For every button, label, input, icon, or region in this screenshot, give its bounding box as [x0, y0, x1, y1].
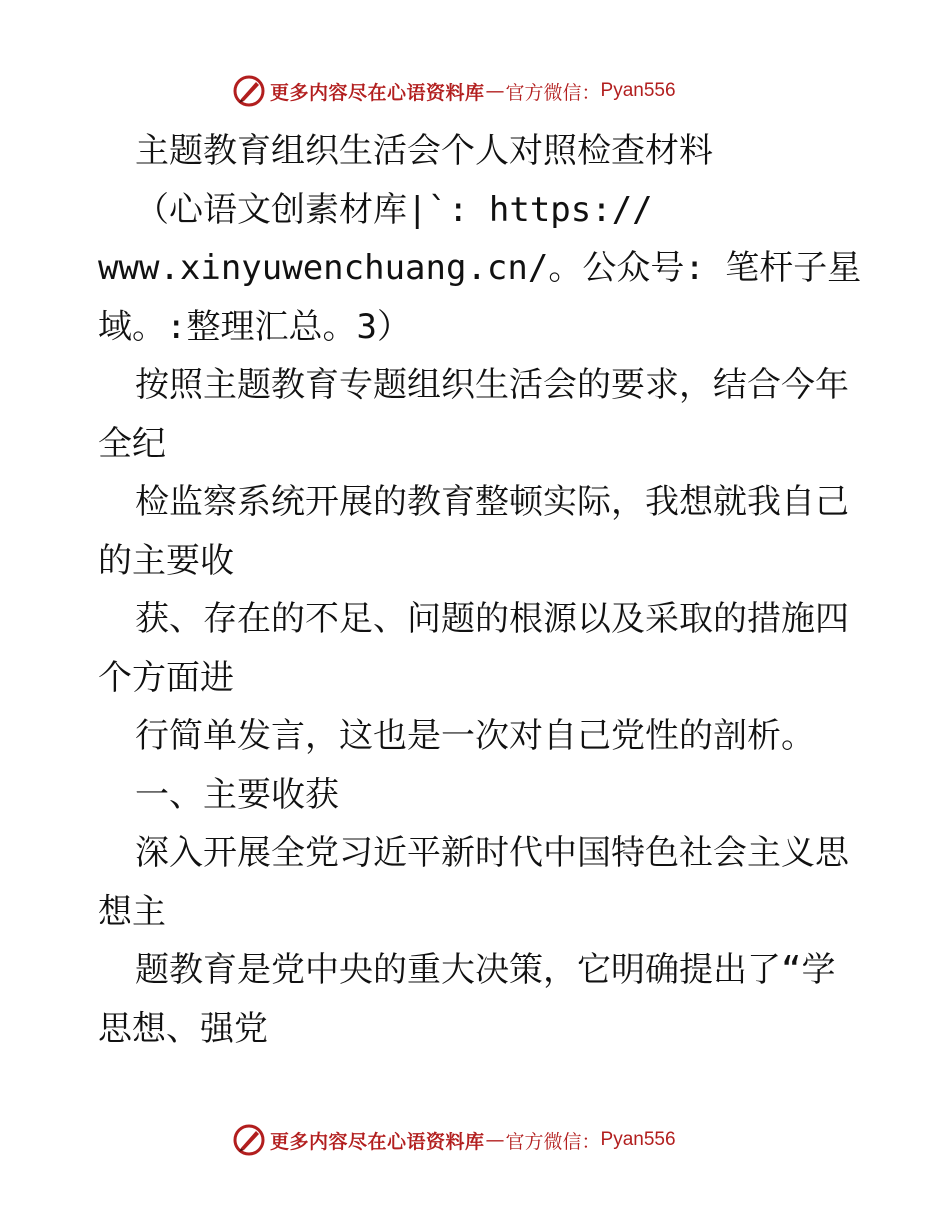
paragraph-line: 获、存在的不足、问题的根源以及采取的措施四 — [135, 599, 849, 639]
banner-wechat-label: 官方微信： — [505, 1130, 601, 1153]
source-note-line: （心语文创素材库|`: https:// — [135, 189, 653, 230]
section-heading: 一、主要收获 — [135, 774, 339, 815]
banner-wechat-id: Pyan556 — [600, 80, 676, 101]
document-title: 主题教育组织生活会个人对照检查材料 — [135, 131, 713, 171]
source-note-line: www.xinyuwenchuang.cn/。公众号: 笔杆子星 — [98, 248, 862, 288]
paragraph-line: 全纪 — [98, 423, 166, 464]
banner-separator: — — [485, 80, 505, 102]
banner-text: 更多内容尽在心语资料库 — [270, 81, 485, 104]
source-note-line: 域。:整理汇总。3） — [98, 306, 411, 347]
banner-wechat-label: 官方微信： — [505, 81, 601, 104]
paragraph-line: 想主 — [98, 891, 166, 932]
paragraph-line: 的主要收 — [98, 540, 234, 581]
paragraph-line: 按照主题教育专题组织生活会的要求，结合今年 — [135, 365, 849, 405]
banner-wechat-id: Pyan556 — [600, 1129, 676, 1150]
paragraph-line: 深入开展全党习近平新时代中国特色社会主义思 — [135, 833, 849, 873]
paragraph-line: 思想、强党 — [98, 1008, 268, 1049]
header-banner — [232, 71, 732, 111]
document-body — [98, 122, 862, 1058]
paragraph-line: 个方面进 — [98, 657, 234, 698]
banner-text: 更多内容尽在心语资料库 — [270, 1130, 485, 1153]
paragraph-line: 检监察系统开展的教育整顿实际，我想就我自己 — [135, 482, 849, 522]
paragraph-line: 题教育是党中央的重大决策，它明确提出了“学 — [135, 950, 836, 990]
quill-pen-circle-icon — [232, 1123, 266, 1157]
quill-pen-circle-icon — [232, 74, 266, 108]
banner-separator: — — [485, 1129, 505, 1151]
paragraph-line: 行简单发言，这也是一次对自己党性的剖析。 — [135, 716, 815, 756]
footer-banner — [232, 1120, 732, 1160]
